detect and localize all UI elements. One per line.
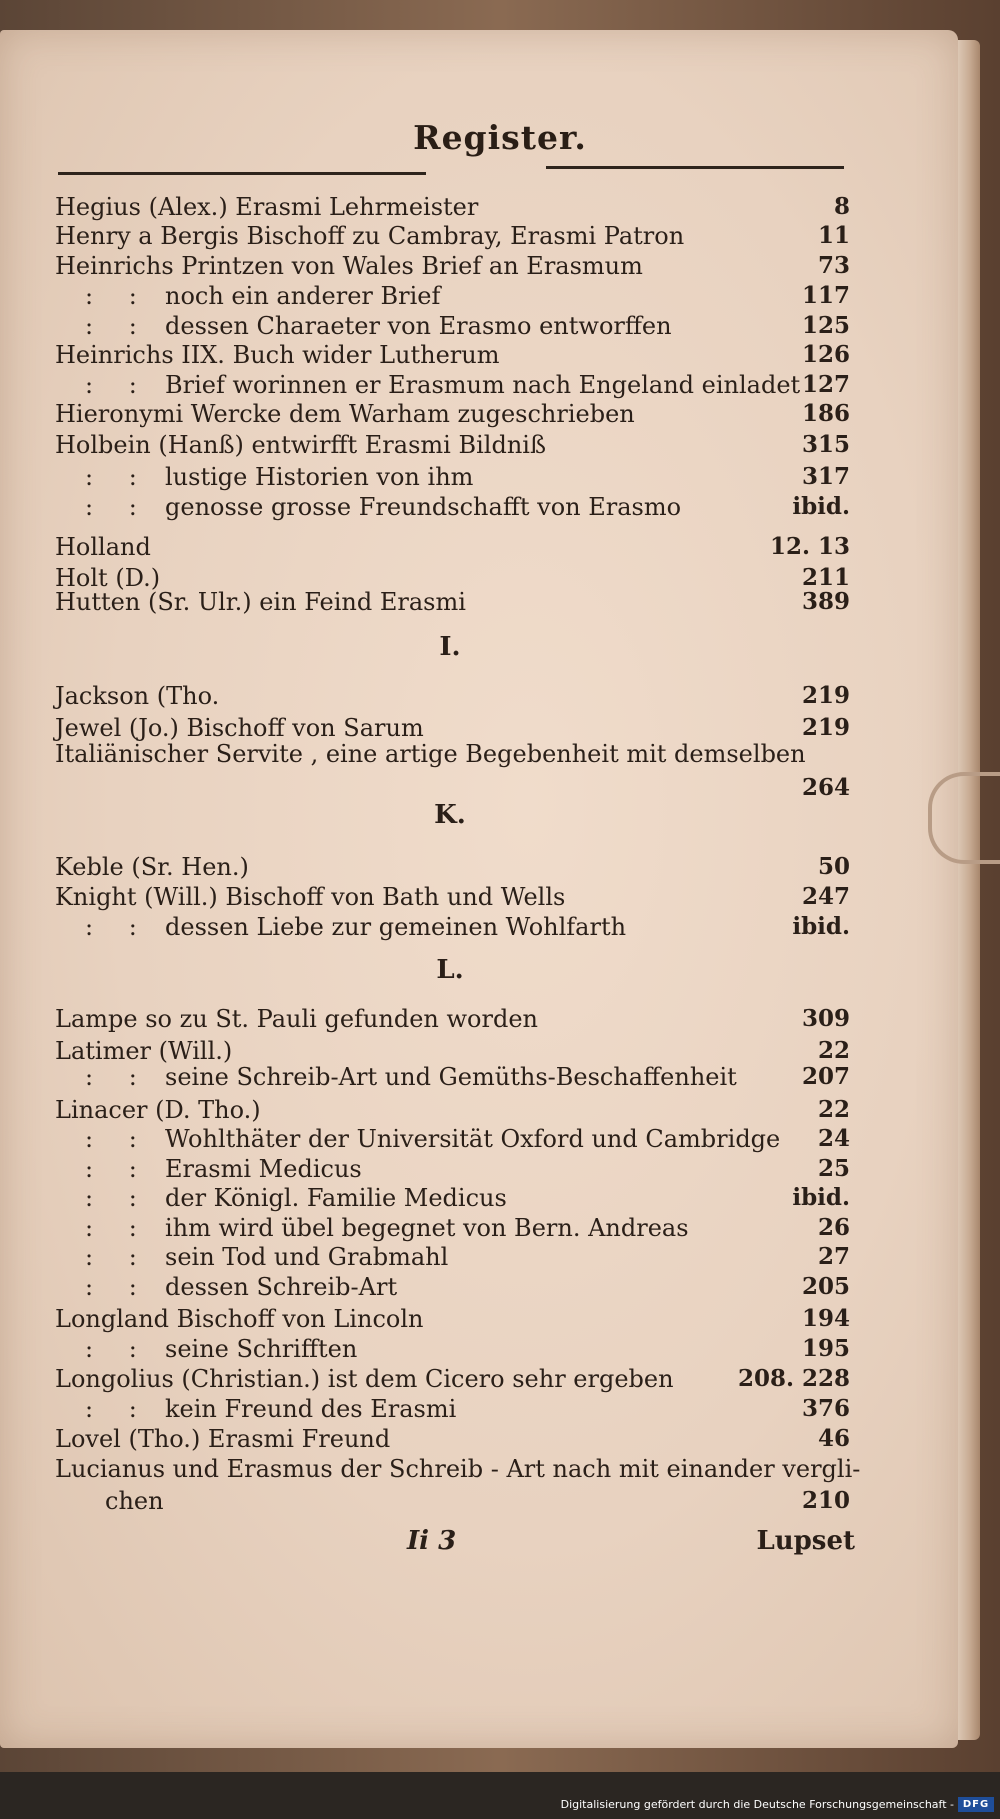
index-subentry: : : noch ein anderer Brief 117 (85, 282, 850, 310)
index-subentry: : : seine Schreib-Art und Gemüths-Beschaffenheit 207 (85, 1063, 850, 1091)
credit-text: Digitalisierung gefördert durch die Deutsche Forschungsgemeinschaft - (560, 1798, 954, 1811)
index-entry: Jackson (Tho. 219 (55, 682, 850, 710)
section-letter-k: K. (434, 800, 466, 830)
index-entry: Holbein (Hanß) entwirfft Erasmi Bildniß 315 (55, 431, 850, 459)
index-entry: Lucianus und Erasmus der Schreib - Art nach mit einander vergli- (55, 1455, 861, 1483)
index-entry: Latimer (Will.) 22 (55, 1037, 850, 1065)
index-subentry: : : Erasmi Medicus 25 (85, 1155, 850, 1183)
index-entry: Hutten (Sr. Ulr.) ein Feind Erasmi 389 (55, 588, 850, 616)
index-entry: Heinrichs IIX. Buch wider Lutherum 126 (55, 341, 850, 369)
index-entry: Linacer (D. Tho.) 22 (55, 1096, 850, 1124)
dfg-logo-icon: DFG (958, 1797, 994, 1812)
catchword: Lupset (756, 1526, 855, 1556)
heading-rule-left (58, 172, 426, 175)
page-edge (958, 40, 980, 1740)
index-subentry: : : dessen Liebe zur gemeinen Wohlfarth ibid. (85, 913, 850, 941)
index-entry: Heinrichs Printzen von Wales Brief an Erasmum 73 (55, 252, 850, 280)
index-subentry: : : sein Tod und Grabmahl 27 (85, 1243, 850, 1271)
index-entry-continuation: chen 210 (105, 1487, 850, 1515)
index-subentry: : : der Königl. Familie Medicus ibid. (85, 1184, 850, 1212)
index-subentry: : : dessen Schreib-Art 205 (85, 1273, 850, 1301)
index-entry: Knight (Will.) Bischoff von Bath und Wells 247 (55, 883, 850, 911)
index-entry: Hegius (Alex.) Erasmi Lehrmeister 8 (55, 193, 850, 221)
section-letter-l: L. (436, 955, 464, 985)
page-footer (55, 1526, 855, 1562)
index-entry: Hieronymi Wercke dem Warham zugeschrieben 186 (55, 400, 850, 428)
index-entry: Keble (Sr. Hen.) 50 (55, 853, 850, 881)
index-entry: Lovel (Tho.) Erasmi Freund 46 (55, 1425, 850, 1453)
index-subentry: : : seine Schrifften 195 (85, 1335, 850, 1363)
index-entry: Italiänischer Servite , eine artige Begebenheit mit demselben 264 (55, 740, 850, 801)
signature-mark: Ii 3 (407, 1526, 457, 1556)
section-letter-i: I. (439, 632, 461, 662)
page-title: Register. (413, 118, 587, 157)
index-entry: Lampe so zu St. Pauli gefunden worden 309 (55, 1005, 850, 1033)
index-subentry: : : Brief worinnen er Erasmum nach Engeland einladet 127 (85, 371, 850, 399)
bookmark-loop (928, 772, 1000, 864)
index-entry: Holland 12. 13 (55, 533, 850, 561)
index-entry: Longland Bischoff von Lincoln 194 (55, 1305, 850, 1333)
index-subentry: : : dessen Charaeter von Erasmo entworffen 125 (85, 312, 850, 340)
index-subentry: : : lustige Historien von ihm 317 (85, 463, 850, 491)
index-entry: Jewel (Jo.) Bischoff von Sarum 219 (55, 714, 850, 742)
heading-rule-right (546, 166, 844, 169)
index-subentry: : : genosse grosse Freundschafft von Erasmo ibid. (85, 493, 850, 521)
index-subentry: : : ihm wird übel begegnet von Bern. Andreas 26 (85, 1214, 850, 1242)
digitization-credit (560, 1795, 1000, 1815)
index-entry: Holt (D.) 211 (55, 564, 850, 592)
index-entry: Longolius (Christian.) ist dem Cicero sehr ergeben 208. 228 (55, 1365, 850, 1393)
index-entry: Henry a Bergis Bischoff zu Cambray, Erasmi Patron 11 (55, 222, 850, 250)
index-subentry: : : Wohlthäter der Universität Oxford und Cambridge 24 (85, 1125, 850, 1153)
index-subentry: : : kein Freund des Erasmi 376 (85, 1395, 850, 1423)
